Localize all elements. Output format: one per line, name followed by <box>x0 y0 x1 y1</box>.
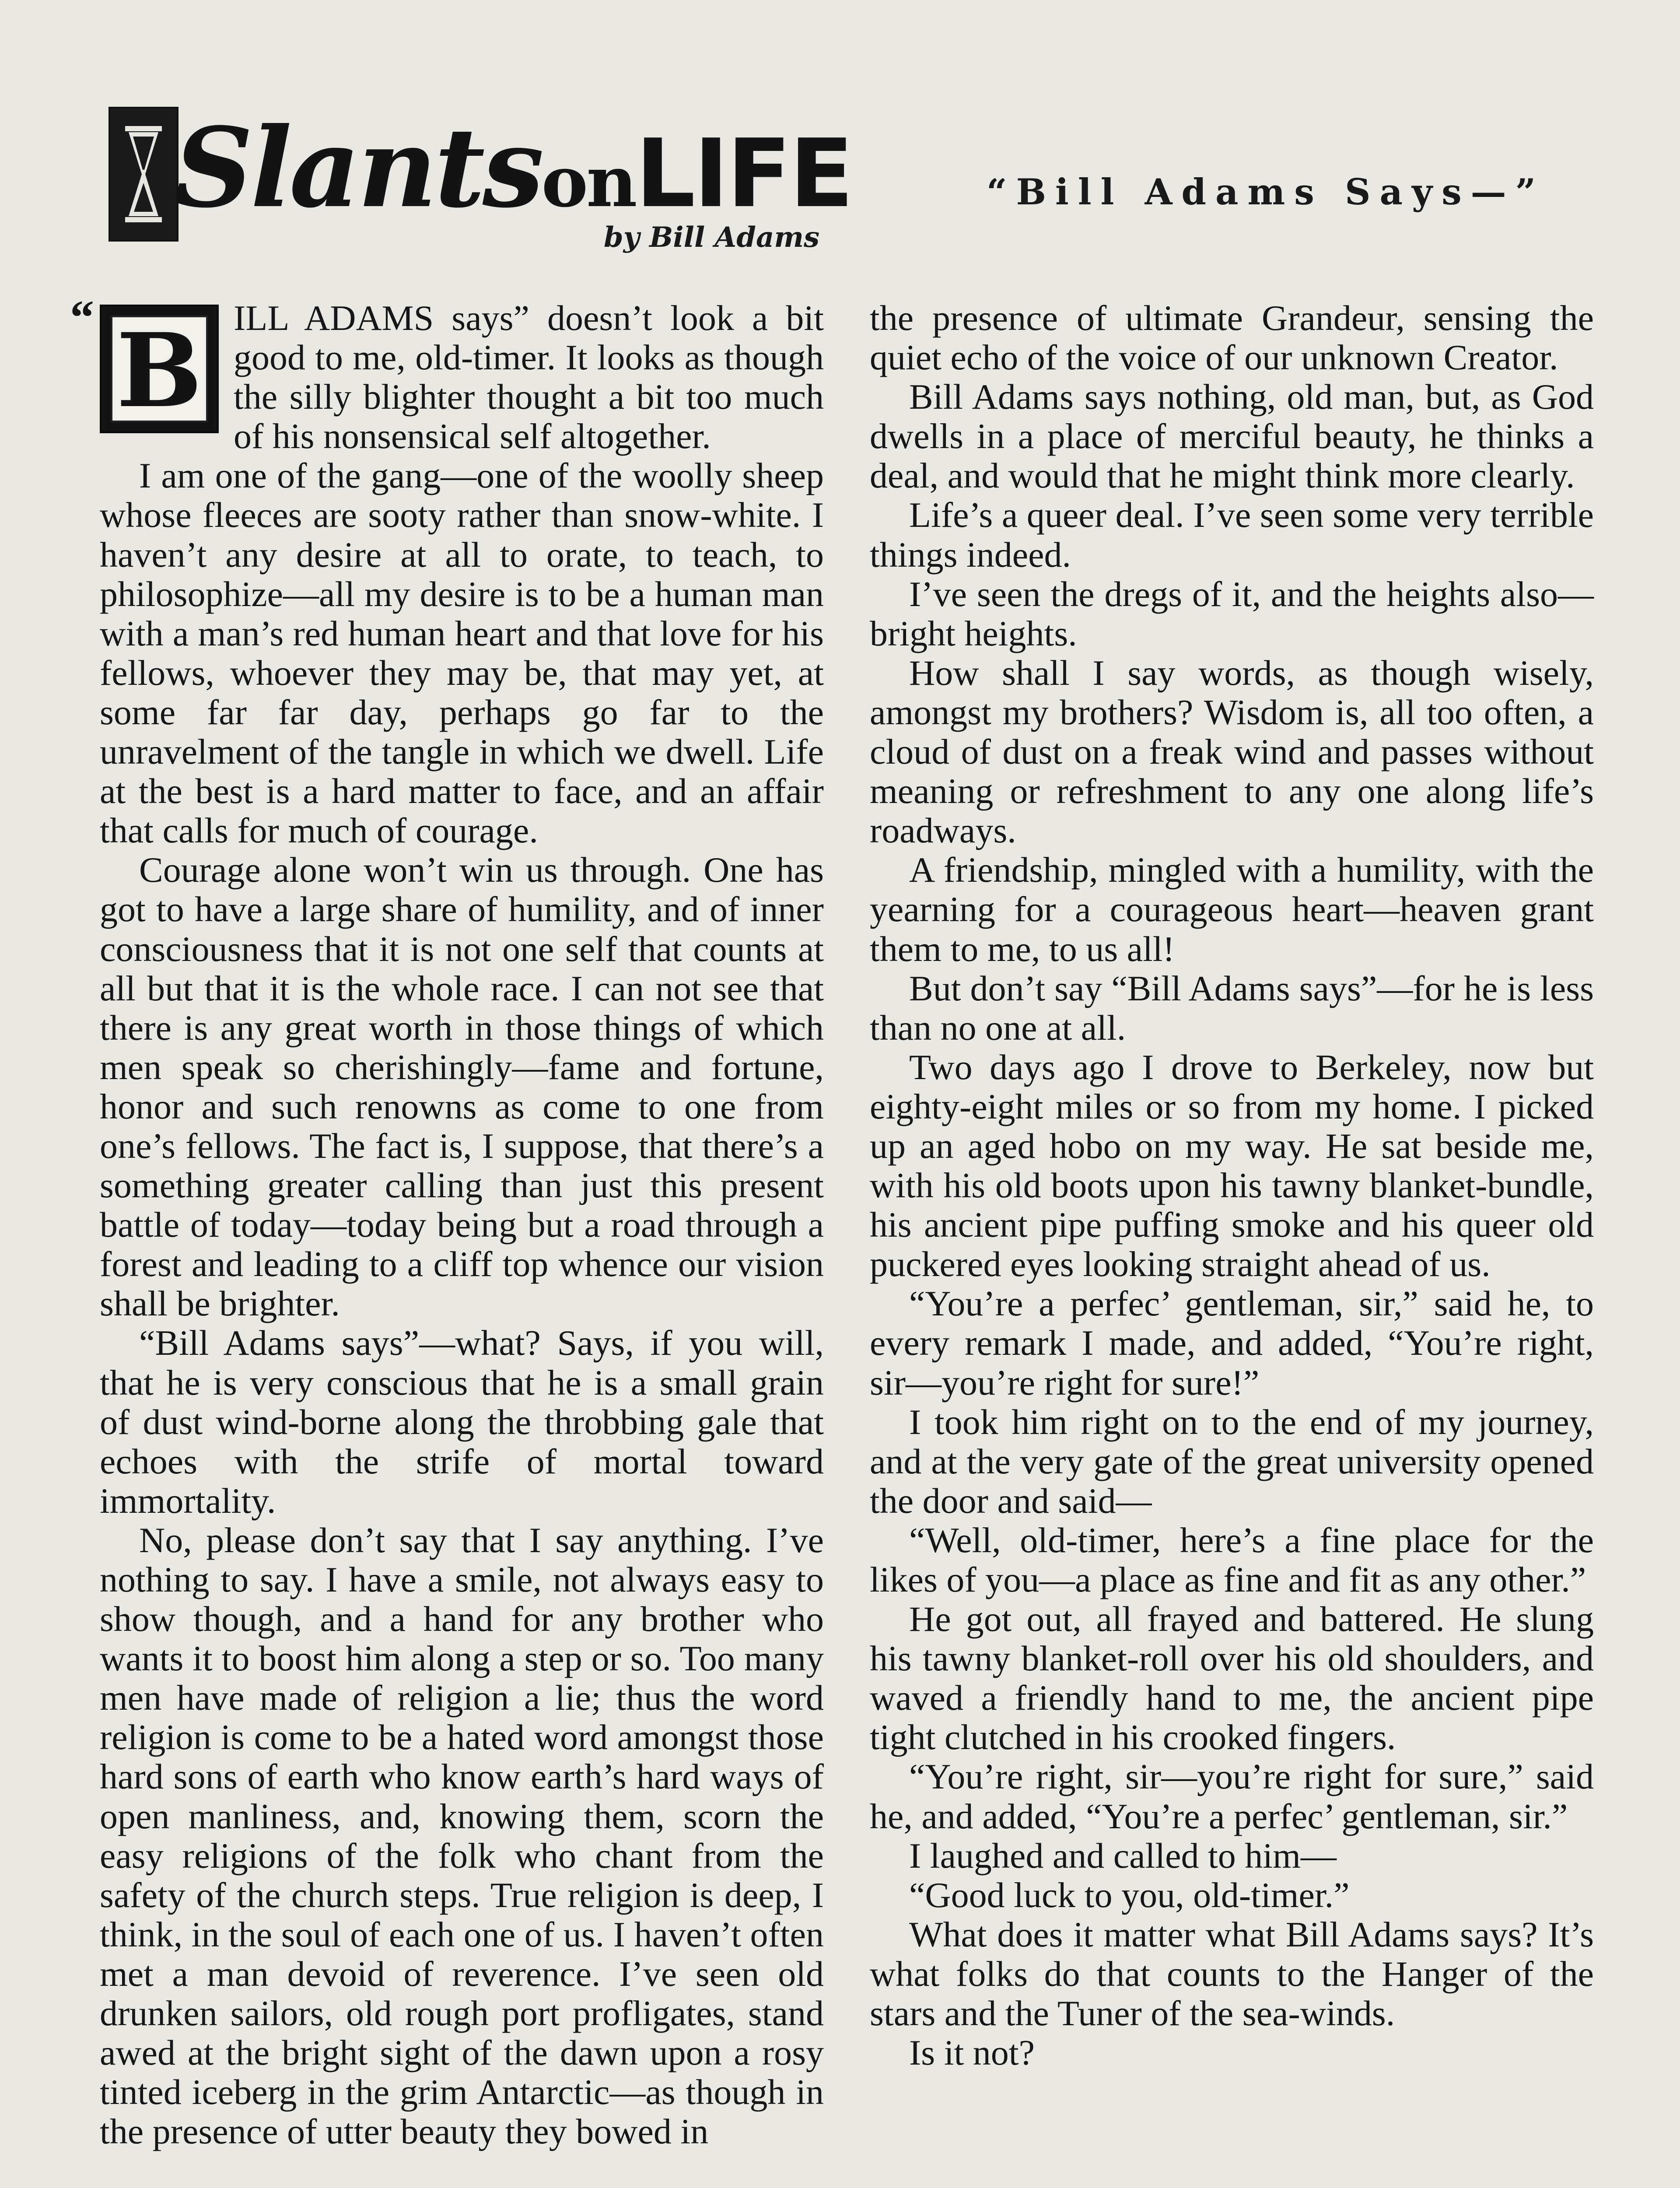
logo-wordmark <box>174 103 852 232</box>
paragraph: Life’s a queer deal. I’ve seen some very terrible things indeed. <box>870 495 1594 575</box>
dropcap-frame <box>111 311 208 430</box>
paragraph: “Well, old-timer, here’s a fine place for the likes of you—a place as fine and fit as any other.” <box>870 1520 1594 1599</box>
opening-quote-mark: “ <box>70 291 94 344</box>
paragraph: What does it matter what Bill Adams says? It’s what folks do that counts to the Hanger of the stars and the Tuner of the sea-winds. <box>870 1914 1594 2034</box>
paragraph: Courage alone won’t win us through. One has got to have a large share of humility, and of inner consciousness that it is not one self that counts at all but that it is the whole race. I can not see that there is any great worth in those things of which men speak so cherishingly—fame and fortune, honor and such renowns as come to one from one’s fellows. The fact is, I suppose, that there’s a something greater calling than just this present battle of today—today being but a road through a forest and leading to a cliff top whence our vision shall be brighter. <box>100 850 824 1324</box>
paragraph: I’ve seen the dregs of it, and the heights also—bright heights. <box>870 574 1594 653</box>
paragraph: No, please don’t say that I say anything. I’ve nothing to say. I have a smile, not always easy to show though, and a hand for any brother who wants it to boost him along a step or so. Too many men have made of religion a lie; thus the word religion is come to be a hated word amongst those hard sons of earth who know earth’s hard ways of open manliness, and, knowing them, scorn the easy religions of the folk who chant from the safety of the church steps. True religion is deep, I think, in the soul of each one of us. I haven’t often met a man devoid of reverence. I’ve seen old drunken sailors, old rough port profligates, stand awed at the bright sight of the dawn upon a rosy tinted iceberg in the grim Antarctic—as though in the presence of utter beauty they bowed in <box>100 1520 824 2152</box>
paragraph: “Good luck to you, old-timer.” <box>909 1875 1350 1915</box>
paragraph: How shall I say words, as though wisely, amongst my brothers? Wisdom is, all too often, a cloud of dust on a freak wind and passes without meaning or refreshment to any one along life’s roadways. <box>870 652 1594 851</box>
paragraph: the presence of ultimate Grandeur, sensing the quiet echo of the voice of our unknown Creator. <box>870 298 1594 378</box>
paragraph: “You’re right, sir—you’re right for sure,” said he, and added, “You’re a perfec’ gentleman, sir.” <box>870 1757 1594 1836</box>
paragraph: “You’re a perfec’ gentleman, sir,” said he, to every remark I made, and added, “You’re right, sir—you’re right for sure!” <box>870 1283 1594 1403</box>
paragraph: Bill Adams says nothing, old man, but, as God dwells in a place of merciful beauty, he thinks a deal, and would that he might think more clearly. <box>870 377 1594 496</box>
section-title: “Bill Adams Says—” <box>987 172 1545 213</box>
logo-life-text: LIFE <box>635 119 852 228</box>
logo-on-text: on <box>541 140 636 223</box>
paragraph: He got out, all frayed and battered. He slung his tawny blanket-roll over his old shoulders, and waved a friendly hand to me, the ancient pipe tight clutched in his crooked fingers. <box>870 1599 1594 1757</box>
byline: by Bill Adams <box>604 221 820 254</box>
hourglass-icon <box>125 126 162 222</box>
paragraph: A friendship, mingled with a humility, with the yearning for a courageous heart—heaven grant them to me, to us all! <box>870 850 1594 969</box>
hourglass-initial-icon <box>108 107 178 242</box>
paragraph: Is it not? <box>909 2033 1035 2073</box>
paragraph: ILL ADAMS says” doesn’t look a bit good to me, old-timer. It looks as though the silly blighter thought a bit too much of his nonsensical self altogether. <box>234 298 824 456</box>
paragraph: “Bill Adams says”—what? Says, if you will, that he is very conscious that he is a small grain of dust wind-borne along the throbbing gale that echoes with the strife of mortal toward immortality. <box>100 1323 824 1521</box>
paragraph: But don’t say “Bill Adams says”—for he is less than no one at all. <box>870 968 1594 1048</box>
paragraph: I laughed and called to him— <box>909 1835 1337 1876</box>
paragraph: I took him right on to the end of my journey, and at the very gate of the great university opened the door and said— <box>870 1402 1594 1521</box>
dropcap-b-ornament <box>100 305 219 433</box>
right-column <box>870 298 1594 2072</box>
paragraph: I am one of the gang—one of the woolly sheep whose fleeces are sooty rather than snow-white. I haven’t any desire at all to orate, to teach, to philosophize—all my desire is to be a human man with a man’s red human heart and that love for his fellows, whoever they may be, that may yet, at some far far day, perhaps go far to the unravelment of the tangle in which we dwell. Life at the best is a hard matter to face, and an affair that calls for much of courage. <box>100 456 824 851</box>
dropcap-letter: B <box>116 311 203 430</box>
paragraph: Two days ago I drove to Berkeley, now but eighty-eight miles or so from my home. I picked up an aged hobo on my way. He sat beside me, with his old boots upon his tawny blanket-bundle, his ancient pipe puffing smoke and his queer old puckered eyes looking straight ahead of us. <box>870 1047 1594 1284</box>
logo-script-text: Slants <box>174 103 542 232</box>
left-column <box>100 298 824 2151</box>
